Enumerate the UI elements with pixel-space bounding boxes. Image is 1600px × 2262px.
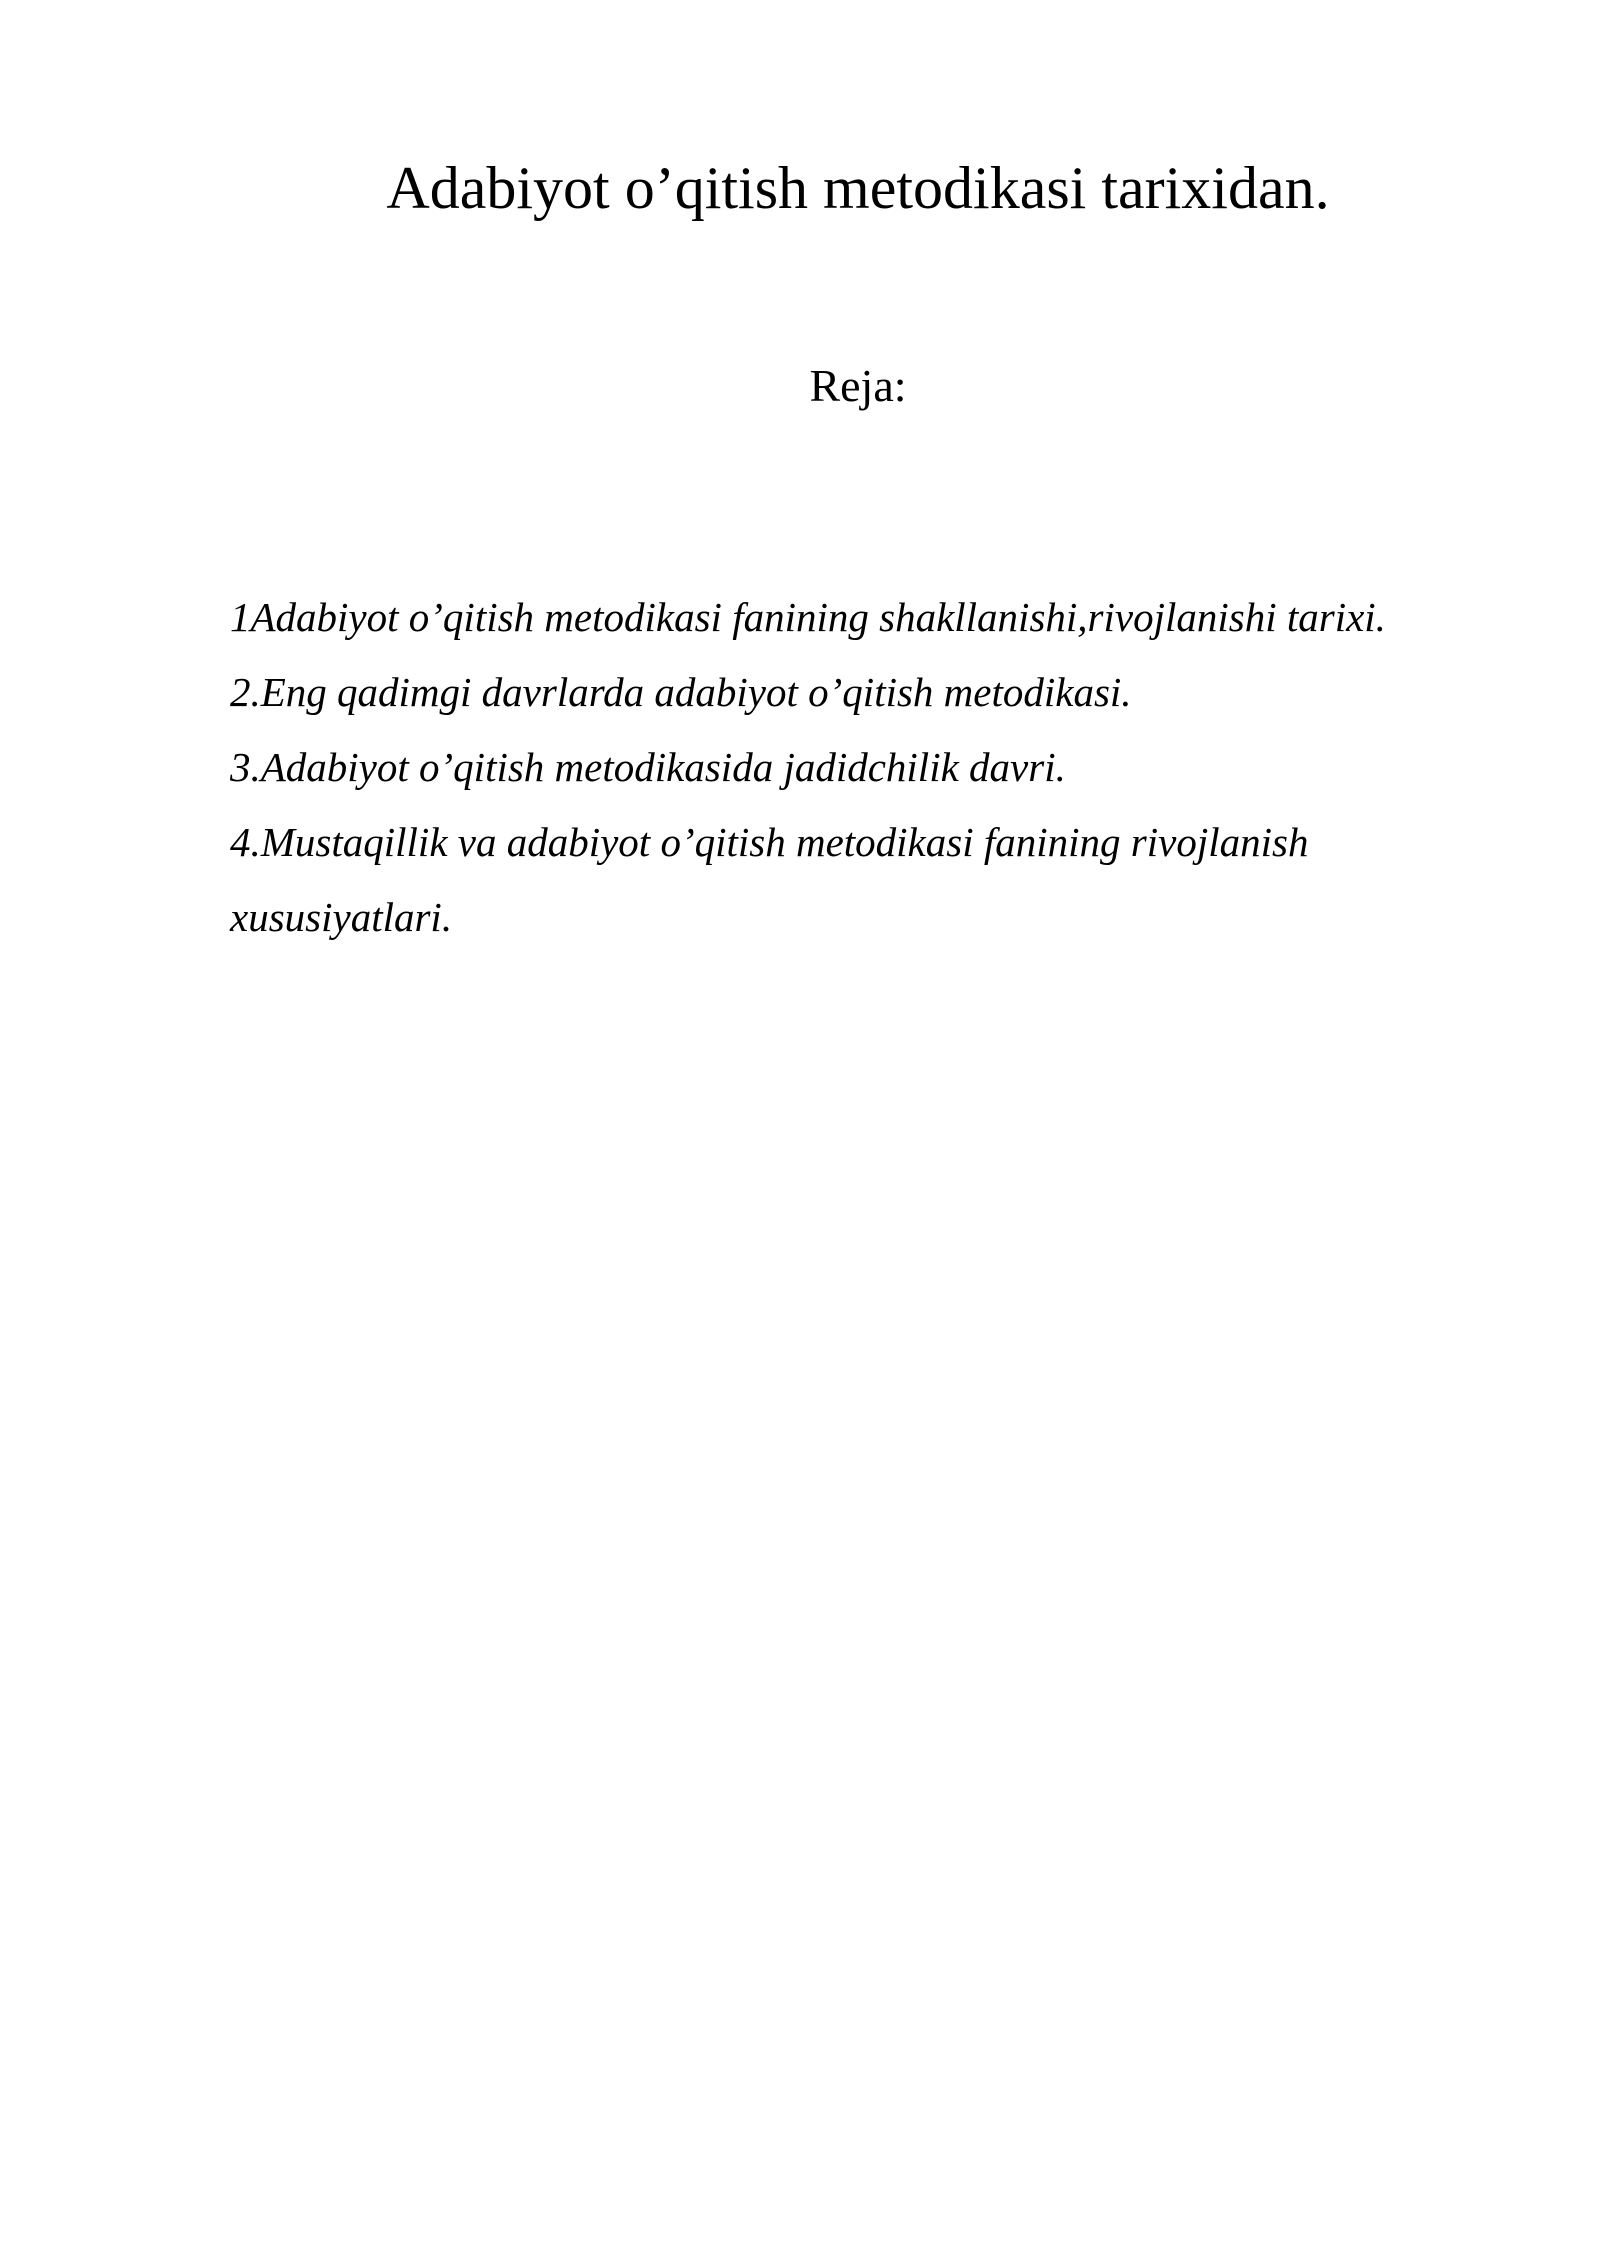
plan-item: 4.Mustaqillik va adabiyot o’qitish metodikasi fanining rivojlanish xususiyatlari. [230, 819, 1309, 940]
plan-item: 2.Eng qadimgi davrlarda adabiyot o’qitish metodikasi. [230, 669, 1132, 715]
plan-item: 3.Adabiyot o’qitish metodikasida jadidchilik davri. [230, 744, 1066, 790]
plan-list [230, 580, 1490, 955]
plan-item: 1Adabiyot o’qitish metodikasi fanining shakllanishi,rivojlanishi tarixi. [230, 594, 1386, 640]
title-block [0, 152, 1600, 224]
document-title: Adabiyot o’qitish metodikasi tarixidan. [386, 155, 1330, 221]
plan-heading-block [0, 358, 1600, 414]
plan-heading: Reja: [809, 360, 907, 411]
